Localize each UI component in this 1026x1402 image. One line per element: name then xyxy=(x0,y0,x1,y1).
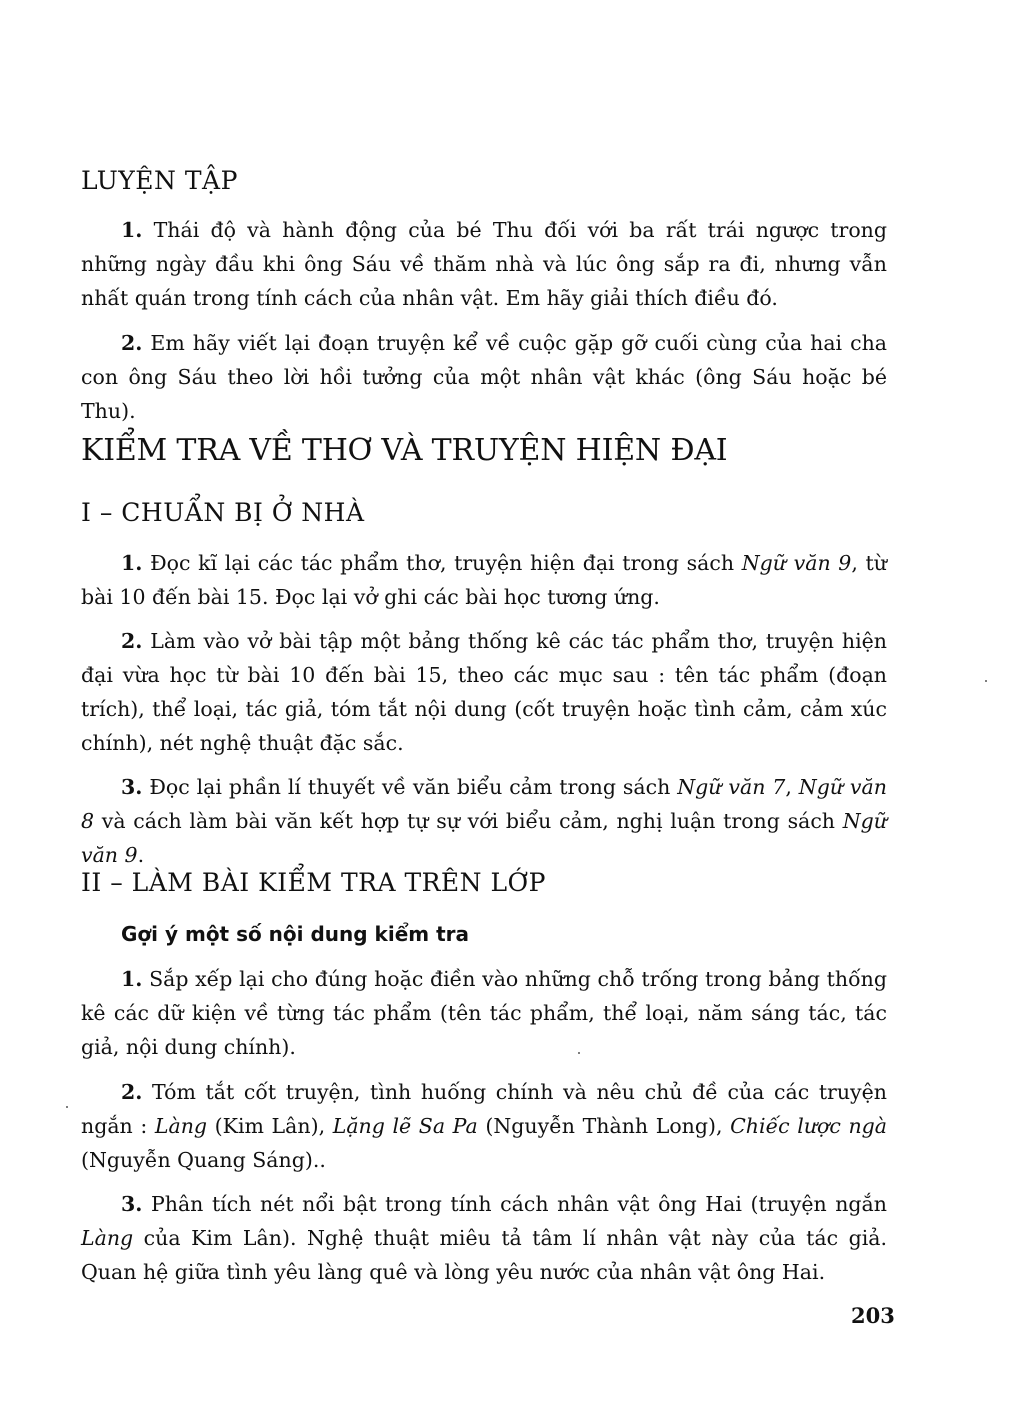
item-number: 2. xyxy=(121,629,143,653)
exam-item-1 xyxy=(81,962,887,1064)
book-title: Ngữ văn 8 xyxy=(81,775,887,833)
question-number: 1. xyxy=(121,218,143,242)
item-number: 2. xyxy=(121,1080,143,1104)
practice-question-2 xyxy=(81,326,887,428)
suggestions-subheading: Gợi ý một số nội dung kiểm tra xyxy=(121,922,469,946)
item-text: Tóm tắt cốt truyện, tình huống chính và nêu chủ đề của các truyện ngắn : xyxy=(81,1080,887,1138)
practice-question-1 xyxy=(81,213,887,315)
item-text-middle: và cách làm bài văn kết hợp tự sự với biểu cảm, nghị luận trong sách xyxy=(94,809,843,833)
item-text: Làm vào vở bài tập một bảng thống kê các tác phẩm thơ, truyện hiện đại vừa học từ bài 10 đến bài 15, theo các mục sau : tên tác phẩm (đoạn trích), thể loại, tác giả, tóm tắt nội dung (cốt truyện hoặc tình cảm, cảm xúc chính), nét nghệ thuật đặc sắc. xyxy=(81,629,887,755)
story-title: Làng xyxy=(81,1226,134,1250)
section-1-heading: I – CHUẨN BỊ Ở NHÀ xyxy=(81,498,365,527)
item-number: 3. xyxy=(121,775,143,799)
item-text-end: . xyxy=(137,843,145,867)
book-title: Ngữ văn 9 xyxy=(81,809,887,867)
section-2-heading: II – LÀM BÀI KIỂM TRA TRÊN LỚP xyxy=(81,868,546,897)
question-text: Em hãy viết lại đoạn truyện kể về cuộc gặp gỡ cuối cùng của hai cha con ông Sáu theo lời hồi tưởng của một nhân vật khác (ông Sáu hoặc bé Thu). xyxy=(81,331,887,423)
story-title: Chiếc lược ngà xyxy=(730,1114,887,1138)
practice-heading: LUYỆN TẬP xyxy=(81,166,238,195)
scan-speck xyxy=(578,1052,580,1054)
item-number: 1. xyxy=(121,551,143,575)
book-title: Ngữ văn 9 xyxy=(741,551,852,575)
item-text-end: của Kim Lân). Nghệ thuật miêu tả tâm lí nhân vật này của tác giả. Quan hệ giữa tình yêu làng quê và lòng yêu nước của nhân vật ông Hai. xyxy=(81,1226,887,1284)
story-title: Làng xyxy=(154,1114,208,1138)
item-text: Phân tích nét nổi bật trong tính cách nhân vật ông Hai (truyện ngắn xyxy=(150,1192,887,1216)
book-title: Ngữ văn 7 xyxy=(677,775,786,799)
item-text: Sắp xếp lại cho đúng hoặc điền vào những chỗ trống trong bảng thống kê các dữ kiện về từng tác phẩm (tên tác phẩm, thể loại, năm sáng tác, tác giả, nội dung chính). xyxy=(81,967,887,1059)
question-number: 2. xyxy=(121,331,143,355)
item-number: 1. xyxy=(121,967,143,991)
author: (Nguyễn Quang Sáng).. xyxy=(81,1148,326,1172)
separator: , xyxy=(785,775,799,799)
prep-item-2 xyxy=(81,624,887,760)
exam-item-2 xyxy=(81,1075,887,1177)
exam-item-3 xyxy=(81,1187,887,1289)
scan-speck xyxy=(66,1106,68,1108)
question-text: Thái độ và hành động của bé Thu đối với ba rất trái ngược trong những ngày đầu khi ông Sáu về thăm nhà và lúc ông sắp ra đi, nhưng vẫn nhất quán trong tính cách của nhân vật. Em hãy giải thích điều đó. xyxy=(81,218,887,310)
page-number: 203 xyxy=(851,1303,895,1328)
prep-item-1 xyxy=(81,546,887,614)
story-title: Lặng lẽ Sa Pa xyxy=(332,1114,478,1138)
prep-item-3 xyxy=(81,770,887,872)
author: (Kim Lân), xyxy=(207,1114,333,1138)
item-number: 3. xyxy=(121,1192,143,1216)
item-text-end: , từ bài 10 đến bài 15. Đọc lại vở ghi các bài học tương ứng. xyxy=(81,551,887,609)
item-text: Đọc lại phần lí thuyết về văn biểu cảm trong sách xyxy=(149,775,678,799)
scan-speck xyxy=(985,680,987,682)
exam-title: KIỂM TRA VỀ THƠ VÀ TRUYỆN HIỆN ĐẠI xyxy=(81,433,728,468)
item-text: Đọc kĩ lại các tác phẩm thơ, truyện hiện đại trong sách xyxy=(150,551,742,575)
author: (Nguyễn Thành Long), xyxy=(477,1114,731,1138)
